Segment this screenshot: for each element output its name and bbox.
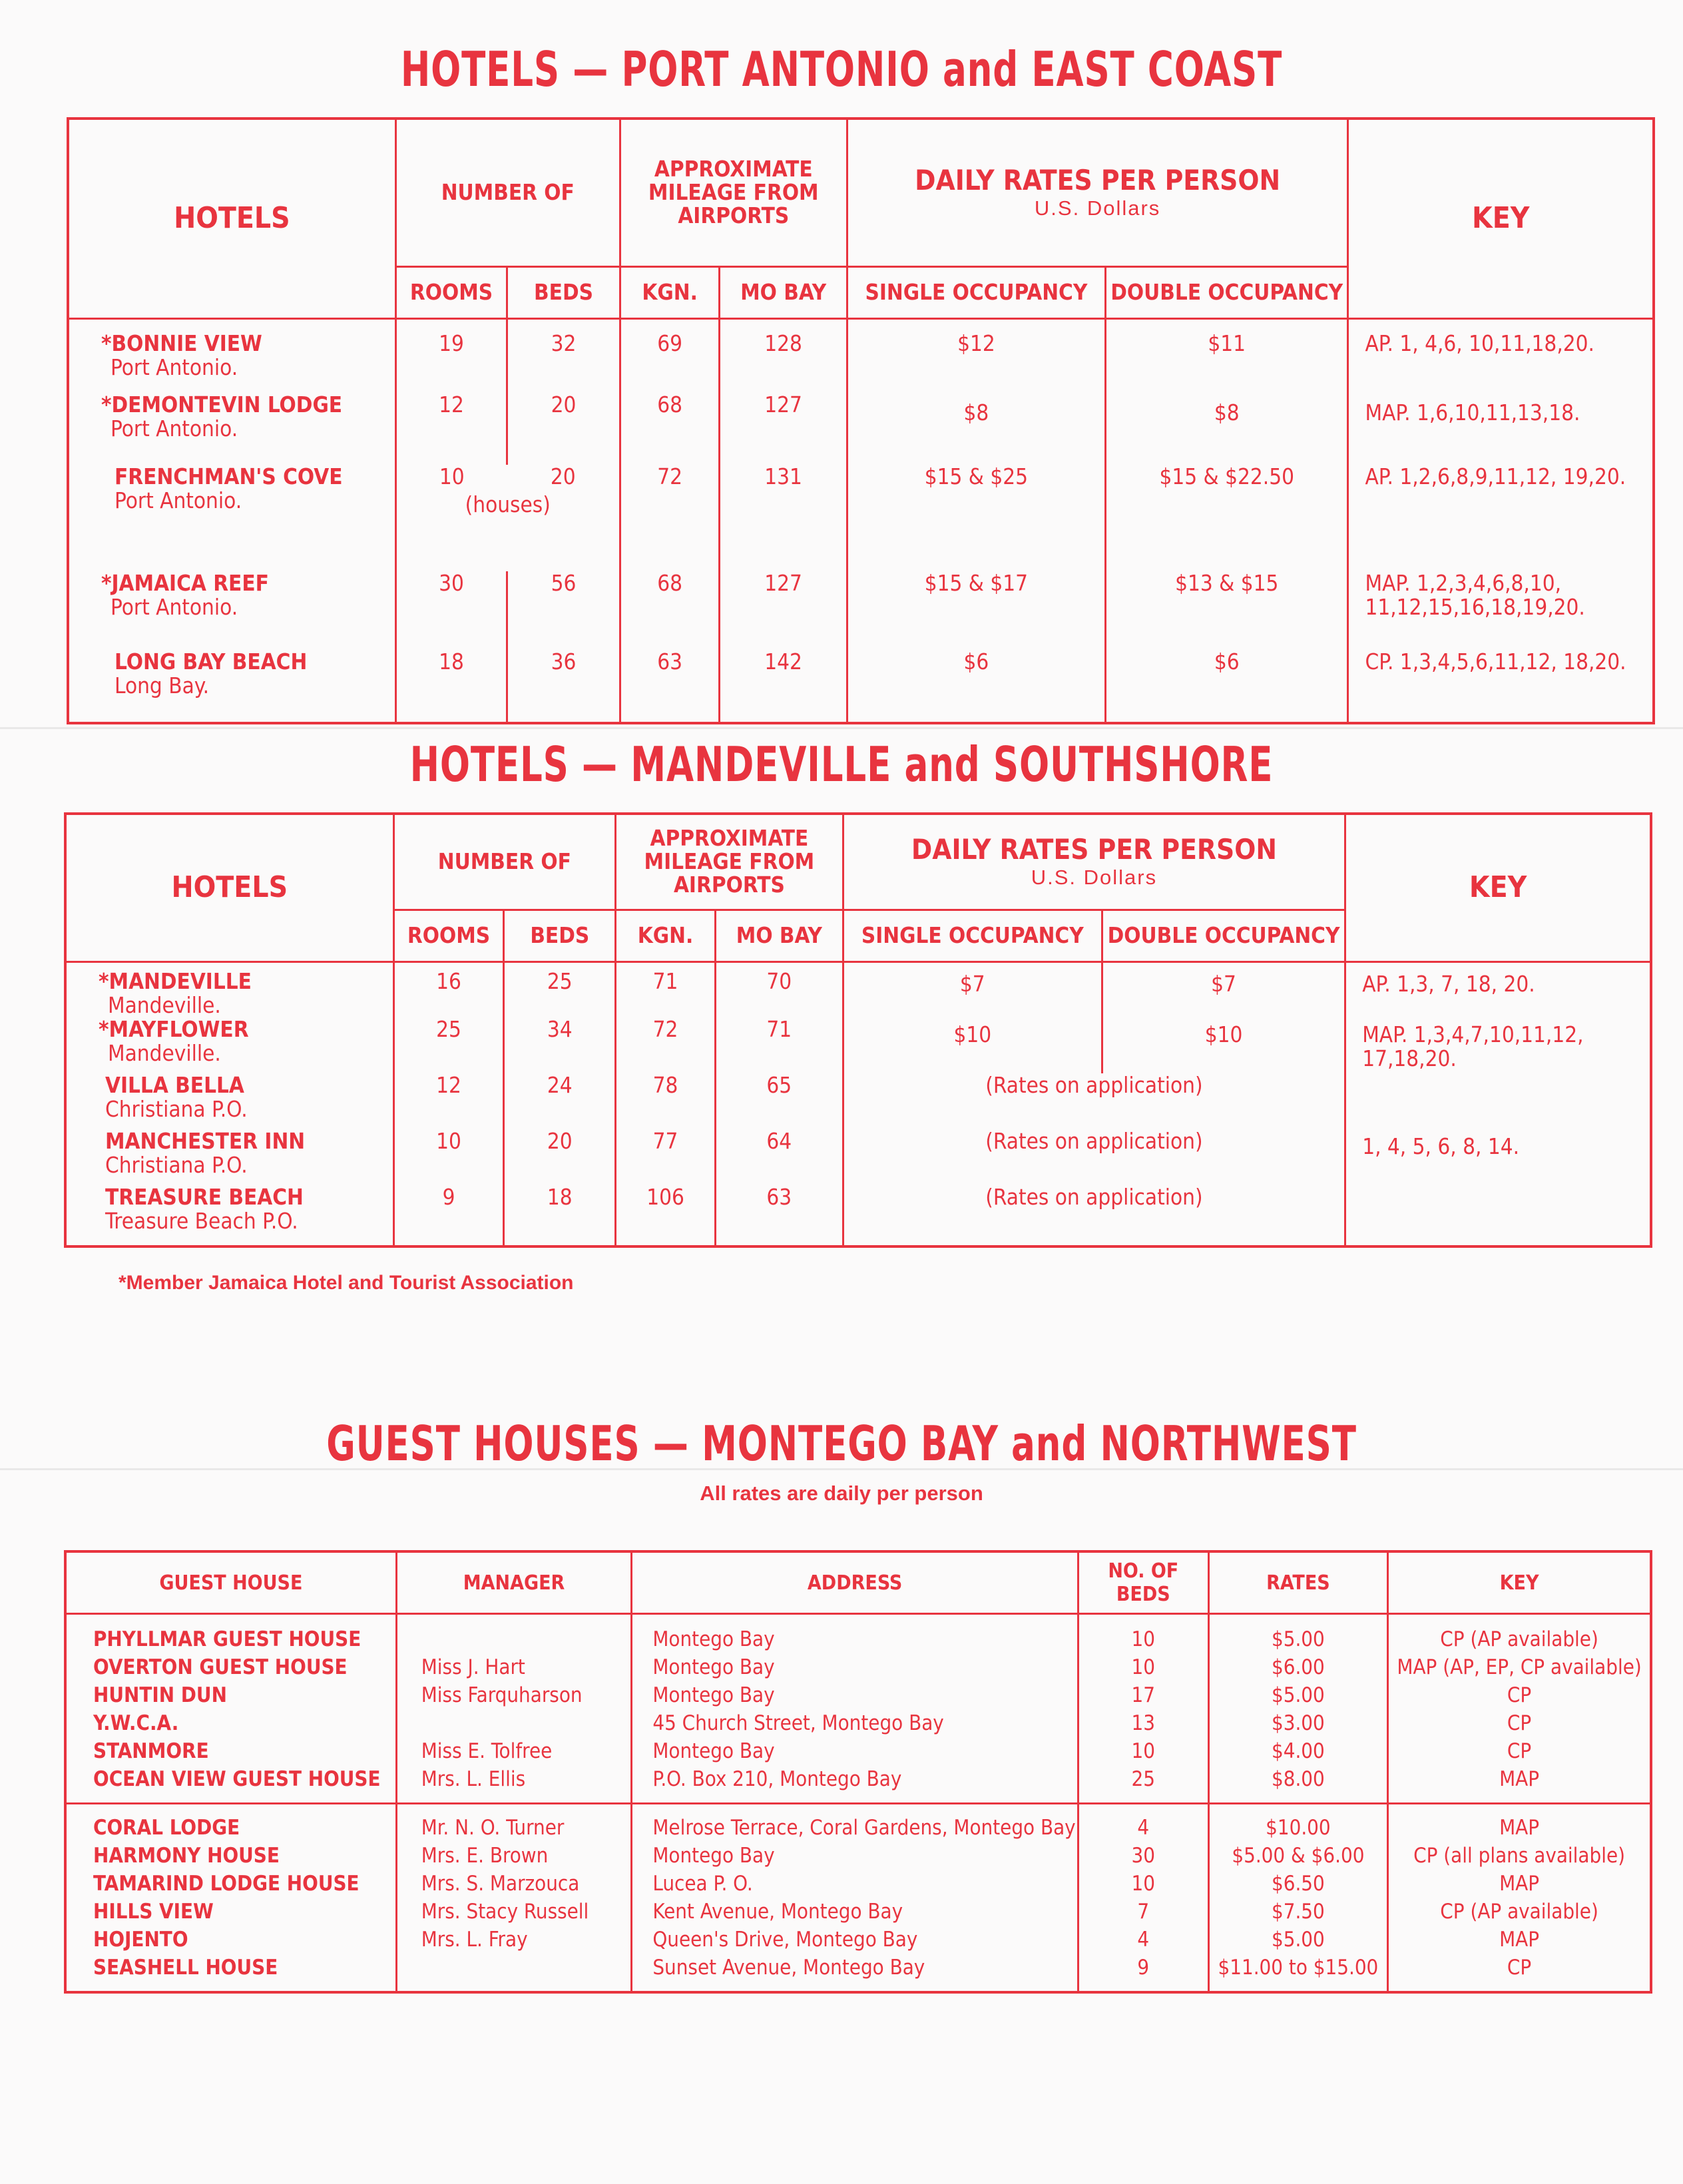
address: Montego Bay — [632, 1681, 1079, 1709]
single-rate: $6 — [847, 650, 1105, 723]
double-rate: $7 — [1102, 961, 1345, 1017]
rate: $6.50 — [1208, 1870, 1388, 1898]
table-row — [65, 1653, 1651, 1681]
guest-house-name: HARMONY HOUSE — [65, 1842, 396, 1870]
beds-value: 56 — [507, 571, 620, 650]
double-rate: $15 & $22.50 — [1106, 465, 1348, 571]
guest-houses-table — [64, 1550, 1652, 1994]
beds-count: 4 — [1078, 1926, 1208, 1954]
address: Lucea P. O. — [632, 1870, 1079, 1898]
header-rates: RATES — [1208, 1551, 1388, 1614]
table-row — [65, 1898, 1651, 1926]
key-value: CP — [1388, 1737, 1651, 1765]
rooms-value: 10 — [439, 463, 465, 489]
rate: $4.00 — [1208, 1737, 1388, 1765]
header-mileage: APPROXIMATE MILEAGE FROM AIRPORTS — [620, 119, 847, 266]
single-rate: $10 — [843, 1017, 1102, 1073]
kgn-value: 71 — [616, 961, 716, 1017]
header-kgn: KGN. — [616, 910, 716, 961]
header-manager: MANAGER — [396, 1551, 632, 1614]
manager-name: Miss E. Tolfree — [396, 1737, 632, 1765]
hotel-name: *JAMAICA REEF — [101, 570, 269, 596]
rooms-value: 30 — [395, 571, 507, 650]
table-row — [65, 1926, 1651, 1954]
hotel-name: VILLA BELLA — [105, 1072, 244, 1098]
header-mobay: MO BAY — [715, 910, 843, 961]
table-row — [65, 1614, 1651, 1654]
table-row — [65, 1185, 1651, 1246]
hotel-location: Port Antonio. — [111, 594, 238, 620]
beds-count: 10 — [1078, 1870, 1208, 1898]
manager-name — [396, 1954, 632, 1992]
kgn-value: 68 — [620, 393, 720, 465]
kgn-value: 68 — [620, 571, 720, 650]
kgn-value: 106 — [616, 1185, 716, 1246]
manager-name: Mr. N. O. Turner — [396, 1804, 632, 1842]
hotel-location: Christiana P.O. — [105, 1152, 248, 1178]
manager-name: Miss Farquharson — [396, 1681, 632, 1709]
member-footnote: *Member Jamaica Hotel and Tourist Association — [119, 1272, 574, 1294]
double-rate: $10 — [1102, 1017, 1345, 1073]
key-value: CP — [1388, 1681, 1651, 1709]
table-row — [65, 1954, 1651, 1992]
header-daily-rates: DAILY RATES PER PERSON U.S. Dollars — [847, 119, 1348, 266]
rate: $10.00 — [1208, 1804, 1388, 1842]
hotels-port-antonio-table — [67, 117, 1655, 724]
manager-name: Miss J. Hart — [396, 1653, 632, 1681]
header-double: DOUBLE OCCUPANCY — [1102, 910, 1345, 961]
rates-on-application: (Rates on application) — [843, 1185, 1345, 1246]
key-value: CP (all plans available) — [1388, 1842, 1651, 1870]
key-value: CP (AP available) — [1388, 1898, 1651, 1926]
header-kgn: KGN. — [620, 266, 720, 318]
mobay-value: 131 — [720, 465, 847, 571]
header-guest-house: GUEST HOUSE — [65, 1551, 396, 1614]
section-title-port-antonio: HOTELS — PORT ANTONIO and EAST COAST — [400, 41, 1283, 97]
rooms-value: 16 — [393, 961, 504, 1017]
manager-name — [396, 1614, 632, 1654]
key-value: CP — [1388, 1954, 1651, 1992]
key-value: CP (AP available) — [1388, 1614, 1651, 1654]
rate: $5.00 — [1208, 1681, 1388, 1709]
header-key: KEY — [1388, 1551, 1651, 1614]
rooms-value: 12 — [393, 1073, 504, 1129]
key-value: MAP. 1,6,10,11,13,18. — [1348, 393, 1654, 465]
guest-house-name: OCEAN VIEW GUEST HOUSE — [65, 1765, 396, 1804]
table-row — [68, 571, 1654, 650]
beds-value: 34 — [504, 1017, 616, 1073]
hotel-name: MANCHESTER INN — [105, 1128, 306, 1154]
single-rate: $12 — [847, 318, 1105, 393]
manager-name: Mrs. S. Marzouca — [396, 1870, 632, 1898]
table-row — [65, 1709, 1651, 1737]
header-double: DOUBLE OCCUPANCY — [1106, 266, 1348, 318]
hotel-name: *MANDEVILLE — [99, 967, 252, 994]
double-rate: $6 — [1106, 650, 1348, 723]
double-rate: $8 — [1106, 393, 1348, 465]
key-value: AP. 1,2,6,8,9,11,12, 19,20. — [1348, 465, 1654, 571]
manager-name: Mrs. Stacy Russell — [396, 1898, 632, 1926]
hotel-name: *DEMONTEVIN LODGE — [101, 392, 343, 417]
beds-count: 10 — [1078, 1614, 1208, 1654]
kgn-value: 77 — [616, 1129, 716, 1185]
hotel-location: Port Antonio. — [111, 415, 238, 441]
beds-count: 25 — [1078, 1765, 1208, 1804]
guest-house-name: HILLS VIEW — [65, 1898, 396, 1926]
header-beds: BEDS — [507, 266, 620, 318]
beds-count: 30 — [1078, 1842, 1208, 1870]
beds-value: 24 — [504, 1073, 616, 1129]
key-value: MAP (AP, EP, CP available) — [1388, 1653, 1651, 1681]
rate: $6.00 — [1208, 1653, 1388, 1681]
key-value: MAP. 1,2,3,4,6,8,10, 11,12,15,16,18,19,20. — [1348, 571, 1654, 650]
section-title-guest-houses: GUEST HOUSES — MONTEGO BAY and NORTHWEST — [326, 1416, 1357, 1472]
mobay-value: 64 — [715, 1129, 843, 1185]
header-hotels: HOTELS — [68, 119, 395, 318]
mobay-value: 127 — [720, 571, 847, 650]
kgn-value: 72 — [620, 465, 720, 571]
address: 45 Church Street, Montego Bay — [632, 1709, 1079, 1737]
key-value: MAP — [1388, 1926, 1651, 1954]
kgn-value: 72 — [616, 1017, 716, 1073]
rate: $5.00 — [1208, 1926, 1388, 1954]
kgn-value: 69 — [620, 318, 720, 393]
table-row — [65, 1681, 1651, 1709]
header-rooms: ROOMS — [395, 266, 507, 318]
beds-count: 7 — [1078, 1898, 1208, 1926]
kgn-value: 78 — [616, 1073, 716, 1129]
hotel-location: Port Antonio. — [115, 487, 242, 513]
hotel-name: *MAYFLOWER — [99, 1016, 249, 1042]
key-value: CP. 1,3,4,5,6,11,12, 18,20. — [1348, 650, 1654, 723]
section-title-mandeville: HOTELS — MANDEVILLE and SOUTHSHORE — [409, 736, 1274, 792]
address: Montego Bay — [632, 1842, 1079, 1870]
rooms-value: 9 — [393, 1185, 504, 1246]
hotel-location: Port Antonio. — [111, 354, 238, 380]
table-row — [68, 318, 1654, 393]
header-daily-rates: DAILY RATES PER PERSON U.S. Dollars — [843, 814, 1345, 910]
single-rate: $15 & $25 — [847, 465, 1105, 571]
rooms-value: 18 — [395, 650, 507, 723]
header-single: SINGLE OCCUPANCY — [847, 266, 1105, 318]
address: Montego Bay — [632, 1737, 1079, 1765]
header-mileage: APPROXIMATE MILEAGE FROM AIRPORTS — [616, 814, 843, 910]
beds-value: 32 — [507, 318, 620, 393]
rate: $3.00 — [1208, 1709, 1388, 1737]
rate: $7.50 — [1208, 1898, 1388, 1926]
address: Montego Bay — [632, 1653, 1079, 1681]
single-rate: $15 & $17 — [847, 571, 1105, 650]
hotel-location: Long Bay. — [115, 673, 210, 698]
address: Sunset Avenue, Montego Bay — [632, 1954, 1079, 1992]
beds-count: 10 — [1078, 1737, 1208, 1765]
header-hotels: HOTELS — [65, 814, 393, 961]
beds-count: 13 — [1078, 1709, 1208, 1737]
mobay-value: 65 — [715, 1073, 843, 1129]
mobay-value: 142 — [720, 650, 847, 723]
beds-value: 25 — [504, 961, 616, 1017]
guest-house-name: STANMORE — [65, 1737, 396, 1765]
key-value: AP. 1, 4,6, 10,11,18,20. — [1348, 318, 1654, 393]
rooms-value: 12 — [395, 393, 507, 465]
rooms-value: 10 — [393, 1129, 504, 1185]
key-value: AP. 1,3, 7, 18, 20. — [1345, 961, 1651, 1017]
beds-count: 10 — [1078, 1653, 1208, 1681]
guest-house-name: HUNTIN DUN — [65, 1681, 396, 1709]
beds-value: 36 — [507, 650, 620, 723]
table-row — [68, 465, 1654, 571]
header-address: ADDRESS — [632, 1551, 1079, 1614]
beds-value: 18 — [504, 1185, 616, 1246]
rooms-value: 19 — [395, 318, 507, 393]
hotels-mandeville-table — [64, 812, 1652, 1248]
guest-house-name: TAMARIND LODGE HOUSE — [65, 1870, 396, 1898]
mobay-value: 63 — [715, 1185, 843, 1246]
guest-house-name: HOJENTO — [65, 1926, 396, 1954]
table-row — [65, 1804, 1651, 1842]
key-value: 1, 4, 5, 6, 8, 14. — [1362, 1133, 1520, 1159]
header-single: SINGLE OCCUPANCY — [843, 910, 1102, 961]
guest-house-name: OVERTON GUEST HOUSE — [65, 1653, 396, 1681]
hotel-name: TREASURE BEACH — [105, 1184, 304, 1210]
rate: $5.00 — [1208, 1614, 1388, 1654]
manager-name — [396, 1709, 632, 1737]
guest-house-name: CORAL LODGE — [65, 1804, 396, 1842]
header-key: KEY — [1348, 119, 1654, 318]
rooms-note: (houses) — [465, 491, 551, 517]
key-value: MAP — [1388, 1870, 1651, 1898]
hotel-location: Christiana P.O. — [105, 1096, 248, 1122]
beds-count: 9 — [1078, 1954, 1208, 1992]
table-row — [65, 1842, 1651, 1870]
table-row — [65, 1737, 1651, 1765]
key-value: CP — [1388, 1709, 1651, 1737]
key-value: MAP. 1,3,4,7,10,11,12, 17,18,20. — [1362, 1021, 1584, 1071]
hotel-location: Mandeville. — [108, 1040, 221, 1066]
key-value: MAP — [1388, 1765, 1651, 1804]
double-rate: $13 & $15 — [1106, 571, 1348, 650]
header-no-of-beds: NO. OF BEDS — [1078, 1551, 1208, 1614]
rates-subtitle: All rates are daily per person — [700, 1482, 983, 1505]
key-cell — [1345, 1017, 1651, 1185]
rate: $5.00 & $6.00 — [1208, 1842, 1388, 1870]
beds-count: 17 — [1078, 1681, 1208, 1709]
table-row — [68, 393, 1654, 465]
table-row — [68, 650, 1654, 723]
rate: $11.00 to $15.00 — [1208, 1954, 1388, 1992]
hotel-name: FRENCHMAN'S COVE — [115, 463, 343, 489]
beds-value: 20 — [504, 1129, 616, 1185]
manager-name: Mrs. L. Fray — [396, 1926, 632, 1954]
mobay-value: 128 — [720, 318, 847, 393]
table-row — [65, 1017, 1651, 1073]
header-number-of: NUMBER OF — [393, 814, 616, 910]
beds-value: 20 — [507, 393, 620, 465]
manager-name: Mrs. E. Brown — [396, 1842, 632, 1870]
beds-count: 4 — [1078, 1804, 1208, 1842]
address: Queen's Drive, Montego Bay — [632, 1926, 1079, 1954]
single-rate: $8 — [847, 393, 1105, 465]
rates-on-application: (Rates on application) — [843, 1129, 1345, 1185]
guest-house-name: Y.W.C.A. — [65, 1709, 396, 1737]
hotel-name: LONG BAY BEACH — [115, 649, 308, 675]
mobay-value: 127 — [720, 393, 847, 465]
header-key: KEY — [1345, 814, 1651, 961]
address: Melrose Terrace, Coral Gardens, Montego Bay — [632, 1804, 1079, 1842]
hotel-location: Mandeville. — [108, 991, 221, 1018]
header-mobay: MO BAY — [720, 266, 847, 318]
rates-on-application: (Rates on application) — [843, 1073, 1345, 1129]
key-value: MAP — [1388, 1804, 1651, 1842]
table-row — [65, 1870, 1651, 1898]
header-rooms: ROOMS — [393, 910, 504, 961]
hotel-name: *BONNIE VIEW — [101, 330, 262, 356]
address: Kent Avenue, Montego Bay — [632, 1898, 1079, 1926]
mobay-value: 70 — [715, 961, 843, 1017]
guest-house-name: SEASHELL HOUSE — [65, 1954, 396, 1992]
mobay-value: 71 — [715, 1017, 843, 1073]
single-rate: $7 — [843, 961, 1102, 1017]
page-fold-line — [0, 727, 1683, 729]
address: P.O. Box 210, Montego Bay — [632, 1765, 1079, 1804]
table-row — [65, 961, 1651, 1017]
hotel-location: Treasure Beach P.O. — [105, 1208, 298, 1234]
manager-name: Mrs. L. Ellis — [396, 1765, 632, 1804]
double-rate: $11 — [1106, 318, 1348, 393]
rooms-value: 25 — [393, 1017, 504, 1073]
table-row — [65, 1765, 1651, 1804]
kgn-value: 63 — [620, 650, 720, 723]
address: Montego Bay — [632, 1614, 1079, 1654]
header-beds: BEDS — [504, 910, 616, 961]
guest-house-name: PHYLLMAR GUEST HOUSE — [65, 1614, 396, 1654]
header-number-of: NUMBER OF — [395, 119, 620, 266]
rate: $8.00 — [1208, 1765, 1388, 1804]
beds-value: 20 — [550, 463, 576, 489]
